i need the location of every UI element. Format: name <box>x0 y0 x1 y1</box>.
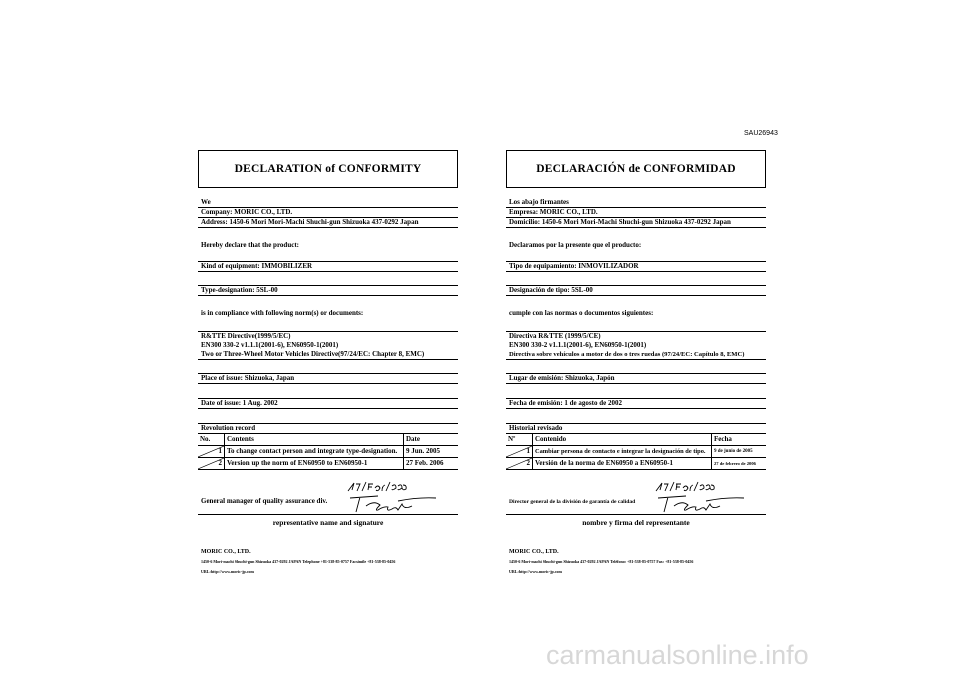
footer-url: URL:http://www.moric-jp.com <box>509 569 562 574</box>
norm-line <box>198 331 458 360</box>
signature-area <box>506 480 766 524</box>
revision-title: Historial revisado <box>506 423 766 434</box>
equipment-line: Kind of equipment: IMMOBILIZER <box>198 261 458 272</box>
declaration-english <box>198 150 458 574</box>
table-row <box>506 446 766 458</box>
row-number: 2 <box>198 458 225 470</box>
footer-company-name: MORIC CO., LTD. <box>509 549 559 555</box>
watermark-text: carmanualsonline.info <box>546 640 809 670</box>
we-label: Los abajo firmantes <box>509 198 569 206</box>
company-footer <box>198 549 458 574</box>
norm-item: R&TTE Directive(1999/5/EC) <box>201 332 291 340</box>
hereby-text: Hereby declare that the product: <box>201 241 299 249</box>
row-content: Version up the norm of EN60950 to EN60950-1 <box>225 458 404 470</box>
equipment-line: Tipo de equipamiento: INMOVILIZADOR <box>506 261 766 272</box>
representative-caption: nombre y firma del representante <box>582 518 690 527</box>
signature-icon <box>656 494 746 514</box>
norm-item: Two or Three-Wheel Motor Vehicles Directive(97/24/EC: Chapter 8, EMC) <box>201 350 425 358</box>
column-header: Contents <box>225 434 404 446</box>
table-row <box>198 446 458 458</box>
revision-table <box>198 434 458 470</box>
page-title: DECLARACIÓN de CONFORMIDAD <box>506 150 766 188</box>
address-line: Address: 1450-6 Mori Mori-Machi Shuchi-gun Shizuoka 437-0292 Japan <box>198 218 458 228</box>
compliance-text: is in compliance with following norm(s) or documents: <box>201 309 364 317</box>
table-header-row <box>506 434 766 446</box>
row-number: 2 <box>506 458 533 470</box>
column-header: Date <box>404 434 459 446</box>
compliance-text: cumple con las normas o documentos siguientes: <box>509 309 654 317</box>
signature-line <box>198 514 458 515</box>
column-header: Contenido <box>533 434 712 446</box>
table-header-row <box>198 434 458 446</box>
signature-line <box>506 514 766 515</box>
place-line: Place of issue: Shizuoka, Japan <box>198 373 458 384</box>
row-date: 9 Jun. 2005 <box>404 446 459 458</box>
date-line: Fecha de emisión: 1 de agosto de 2002 <box>506 398 766 409</box>
column-header: No. <box>198 434 225 446</box>
page-title: DECLARATION of CONFORMITY <box>198 150 458 188</box>
we-label: We <box>201 198 211 206</box>
table-row <box>198 458 458 470</box>
row-content: Cambiar persona de contacto e integrar la designación de tipo. <box>533 446 712 458</box>
footer-company-name: MORIC CO., LTD. <box>201 549 251 555</box>
row-number: 1 <box>198 446 225 458</box>
signer-title: General manager of quality assurance div. <box>201 497 328 505</box>
norm-line <box>506 331 766 360</box>
declaration-spanish <box>506 150 766 574</box>
table-row <box>506 458 766 470</box>
row-content: Versión de la norma de EN60950 a EN60950-1 <box>533 458 712 470</box>
norm-item: EN300 330-2 v1.1.1(2001-6), EN60950-1(2001) <box>509 341 647 349</box>
row-content: To change contact person and integrate type-designation. <box>225 446 404 458</box>
handwritten-date-icon <box>654 480 718 494</box>
revision-title: Revolution record <box>198 423 458 434</box>
row-date: 27 de febrero de 2006 <box>712 458 767 470</box>
column-header: Fecha <box>712 434 767 446</box>
footer-url: URL:http://www.moric-jp.com <box>201 569 254 574</box>
row-date: 27 Feb. 2006 <box>404 458 459 470</box>
norm-item: Directiva sobre vehículos a motor de dos o tres ruedas (97/24/EC: Capítulo 8, EMC) <box>509 351 745 358</box>
date-line: Date of issue: 1 Aug. 2002 <box>198 398 458 409</box>
company-footer <box>506 549 766 574</box>
document-code: SAU26943 <box>744 130 778 137</box>
signature-icon <box>348 494 438 514</box>
type-line: Type-designation: 5SL-00 <box>198 285 458 296</box>
footer-address: 1450-6 Mori-machi Shuchi-gun Shizuoka 437-0292 JAPAN Teléfono: +81-538-85-0757 Fax: +81-538-85-0456 <box>509 559 694 564</box>
type-line: Designación de tipo: 5SL-00 <box>506 285 766 296</box>
handwritten-date-icon <box>346 480 410 494</box>
company-line: Empresa: MORIC CO., LTD. <box>506 207 766 218</box>
revision-table <box>506 434 766 470</box>
norm-item: EN300 330-2 v1.1.1(2001-6), EN60950-1(2001) <box>201 341 339 349</box>
row-number: 1 <box>506 446 533 458</box>
column-header: Nº <box>506 434 533 446</box>
place-line: Lugar de emisión: Shizuoka, Japón <box>506 373 766 384</box>
representative-caption: representative name and signature <box>272 518 384 527</box>
company-line: Company: MORIC CO., LTD. <box>198 207 458 218</box>
signer-title: Director general de la división de garantía de calidad <box>509 499 636 505</box>
row-date: 9 de junio de 2005 <box>712 446 767 458</box>
address-line: Domicilio: 1450-6 Mori Mori-Machi Shuchi-gun Shizuoka 437-0292 Japan <box>506 218 766 228</box>
hereby-text: Declaramos por la presente que el producto: <box>509 241 642 249</box>
norm-item: Directiva R&TTE (1999/5/CE) <box>509 332 601 340</box>
footer-address: 1450-6 Mori-machi Shuchi-gun Shizuoka 437-0292 JAPAN Telephone +81-538-85-0757 Facsimile +81-538-85-0456 <box>201 559 396 564</box>
signature-area <box>198 480 458 524</box>
